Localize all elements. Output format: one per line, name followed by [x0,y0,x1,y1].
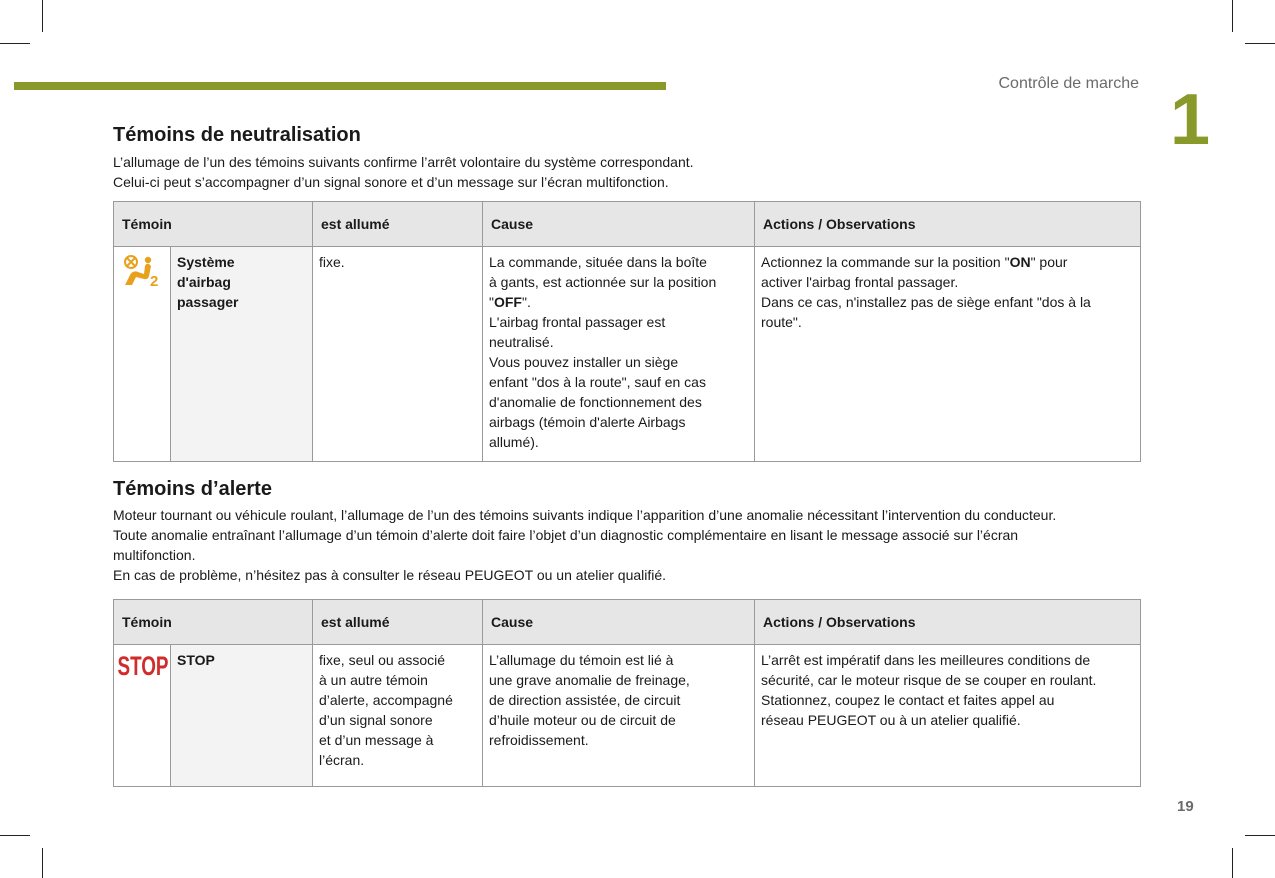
lit-text: l’écran. [319,752,365,768]
crop-mark [1245,43,1275,44]
airbag-passenger-off-icon [121,253,163,287]
lit-text: fixe, seul ou associé [319,652,446,668]
temoin-name-cell [171,645,313,787]
cause-text: à gants, est actionnée sur la position [489,274,717,290]
lit-text: et d’un message à [319,732,434,748]
cause-text: airbags (témoin d'alerte Airbags [489,414,686,430]
crop-mark [1232,0,1233,32]
cause-text: Vous pouvez installer un siège [489,354,679,370]
crop-mark [42,0,43,32]
lit-text: d’alerte, accompagné [319,692,453,708]
actions-text: réseau PEUGEOT ou à un atelier qualifié. [761,712,1021,728]
cause-text: d'anomalie de fonctionnement des [489,394,702,410]
cause-text: allumé). [489,434,539,450]
lit-cell [313,645,483,787]
alerte-title: Témoins d’alerte [113,478,272,500]
page-number: 19 [1177,798,1194,815]
cause-text: L’allumage du témoin est lié à [489,652,674,668]
column-header: Cause [483,600,755,645]
table-header-row [114,600,1141,645]
crop-mark [1245,835,1275,836]
cause-text: refroidissement. [489,732,589,748]
actions-text: Actionnez la commande sur la position "ON" pour [761,254,1068,270]
lit-text: à un autre témoin [319,672,428,688]
intro-line: L’allumage de l’un des témoins suivants confirme l’arrêt volontaire du système correspondant. [113,154,694,170]
lit-text: d’un signal sonore [319,712,433,728]
table-row [114,645,1141,787]
intro-line: Toute anomalie entraînant l’allumage d’un témoin d’alerte doit faire l’objet d’un diagnostic complémentaire en lisant le message associé sur l’écran [113,527,1019,543]
chapter-number: 1 [1170,80,1209,160]
cause-cell [483,645,755,787]
cause-text: de direction assistée, de circuit [489,692,681,708]
stop-warning-icon [116,651,170,679]
actions-cell [755,645,1141,787]
intro-line: Moteur tournant ou véhicule roulant, l’allumage de l’un des témoins suivants indique l’apparition d’une anomalie nécessitant l’intervention du conducteur. [113,507,1057,523]
column-header: Cause [483,202,755,247]
stop-icon-text: STOP [117,651,169,679]
actions-text: sécurité, car le moteur risque de se couper en roulant. [761,672,1097,688]
header-accent-bar [14,82,666,90]
actions-text: route". [761,314,802,330]
icon-cell [114,645,171,787]
crop-mark [42,848,43,878]
cause-text: "OFF". [489,294,531,310]
neutralisation-intro [113,152,1153,192]
crop-mark [1232,848,1233,878]
intro-line: Celui-ci peut s’accompagner d’un signal sonore et d’un message sur l’écran multifonction. [113,174,669,190]
actions-text: Dans ce cas, n'installez pas de siège enfant "dos à la [761,294,1091,310]
intro-line: multifonction. [113,547,196,563]
lit-cell [313,247,483,462]
cause-text: L'airbag frontal passager est [489,314,666,330]
alerte-intro [113,505,1153,585]
column-header: Témoin [114,202,313,247]
cause-text: La commande, située dans la boîte [489,254,707,270]
column-header: Actions / Observations [755,600,1141,645]
column-header: est allumé [313,202,483,247]
crop-mark [0,835,30,836]
cause-text: une grave anomalie de freinage, [489,672,690,688]
actions-cell [755,247,1141,462]
cause-text: enfant "dos à la route", sauf en cas [489,374,706,390]
cause-text: neutralisé. [489,334,554,350]
cause-text: d’huile moteur ou de circuit de [489,712,676,728]
section-title: Contrôle de marche [998,75,1139,92]
crop-mark [0,43,30,44]
neutralisation-title: Témoins de neutralisation [113,124,361,146]
temoin-name: STOP [177,652,215,668]
icon-cell [114,247,171,462]
temoin-name: d'airbag [177,274,231,290]
lit-text: fixe. [319,254,345,270]
column-header: Témoin [114,600,313,645]
table-header-row [114,202,1141,247]
intro-line: En cas de problème, n’hésitez pas à consulter le réseau PEUGEOT ou un atelier qualifié. [113,567,667,583]
column-header: Actions / Observations [755,202,1141,247]
temoin-name-cell [171,247,313,462]
temoin-name: passager [177,294,239,310]
actions-text: L’arrêt est impératif dans les meilleures conditions de [761,652,1091,668]
column-header: est allumé [313,600,483,645]
actions-text: Stationnez, coupez le contact et faites appel au [761,692,1055,708]
alerte-table [113,599,1141,787]
cause-cell [483,247,755,462]
neutralisation-table [113,201,1141,462]
temoin-name: Système [177,254,235,270]
table-row [114,247,1141,462]
actions-text: activer l'airbag frontal passager. [761,274,959,290]
svg-text:2: 2 [150,273,159,287]
